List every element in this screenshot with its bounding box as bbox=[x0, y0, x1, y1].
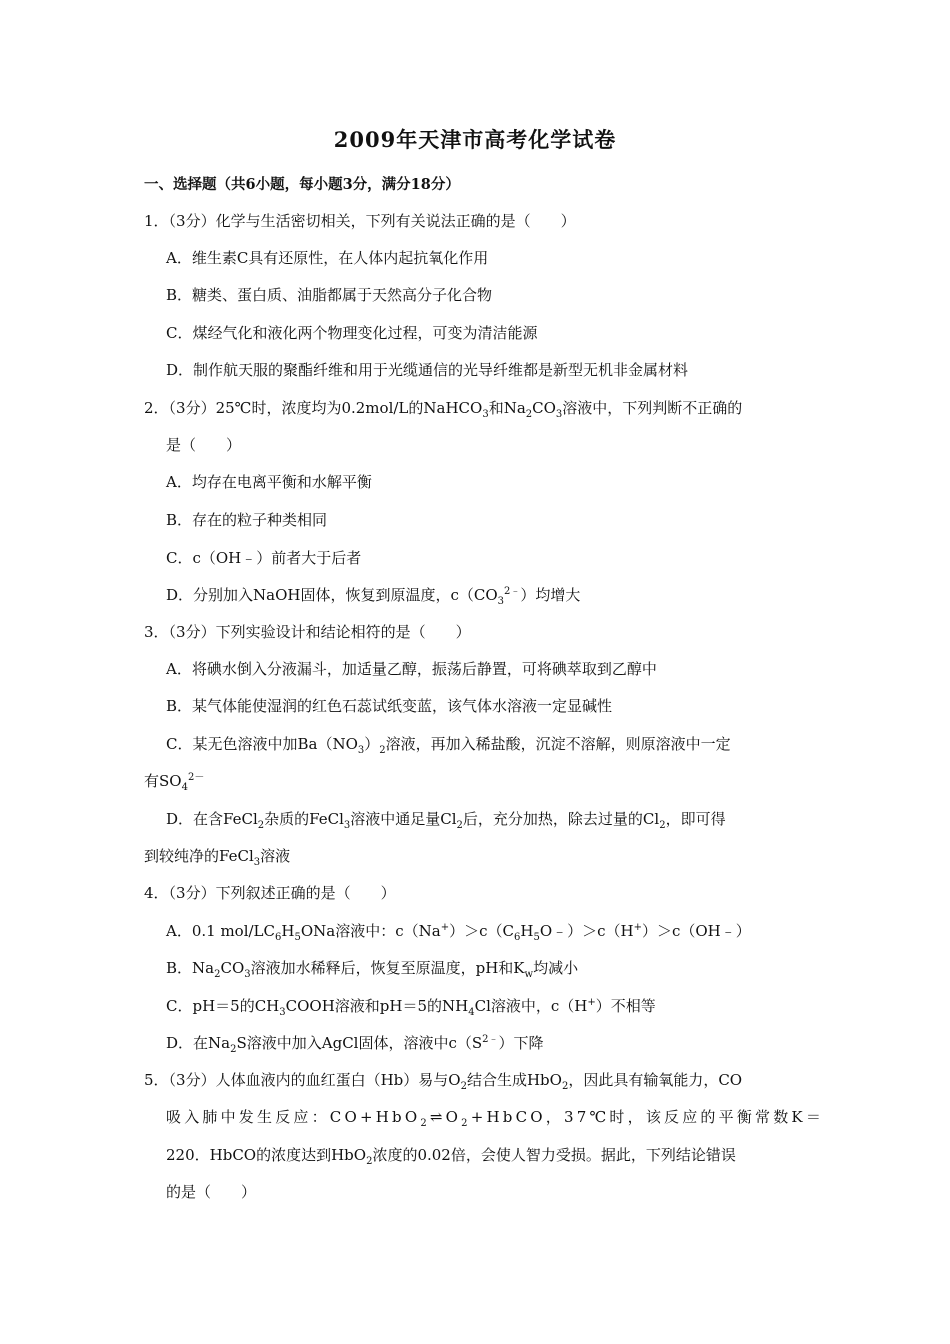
question-3-stem: 3．（3分）下列实验设计和结论相符的是（ ） bbox=[144, 623, 471, 641]
question-2-option-d: D．分别加入NaOH固体，恢复到原温度，$c(CO_3^{2﹣})$均增大 bbox=[166, 586, 581, 607]
question-2-option-a: A．均存在电离平衡和水解平衡 bbox=[166, 473, 372, 491]
question-3-option-a: A．将碘水倒入分液漏斗，加适量乙醇，振荡后静置，可将碘萃取到乙醇中 bbox=[166, 660, 657, 678]
question-2-option-b: B．存在的粒子种类相同 bbox=[166, 511, 328, 529]
question-4-stem: 4．（3分）下列叙述正确的是（ ） bbox=[144, 884, 396, 902]
question-3-option-d-cont: 到较纯净的FeCl$_3$溶液 bbox=[144, 847, 291, 868]
question-2-option-c: C．c（OH﹣）前者大于后者 bbox=[166, 549, 362, 567]
section-heading: 一、选择题（共6小题，每小题3分，满分18分） bbox=[144, 176, 460, 193]
question-5-stem-line-4: 的是（ ） bbox=[166, 1183, 257, 1201]
question-2-stem-cont: 是（ ） bbox=[166, 436, 242, 454]
question-2-stem: 2．（3分）25℃时，浓度均为0.2mol/L的NaHCO$_3$和$Na_2CO_3$溶液中，下列判断不正确的 bbox=[144, 399, 743, 420]
question-1-option-c: C．煤经气化和液化两个物理变化过程，可变为清洁能源 bbox=[166, 324, 538, 342]
question-1-option-a: A．维生素C具有还原性，在人体内起抗氧化作用 bbox=[166, 249, 489, 267]
question-1-option-d: D．制作航天服的聚酯纤维和用于光缆通信的光导纤维都是新型无机非金属材料 bbox=[166, 361, 689, 379]
question-4-option-d: D．在$Na_2S$溶液中加入AgCl固体，溶液中$c(S^{2﹣})$下降 bbox=[166, 1034, 544, 1055]
question-1-option-b: B．糖类、蛋白质、油脂都属于天然高分子化合物 bbox=[166, 286, 493, 304]
question-3-option-d: D．在含FeCl$_2$杂质的FeCl$_3$溶液中通足量$Cl_2$后，充分加热，除去过量的$Cl_2$，即可得 bbox=[166, 810, 726, 831]
question-5-stem-line-2: 吸入肺中发生反应：$CO+HbO_2\rightleftharpoons O_2+HbCO$，37℃时，该反应的平衡常数K＝ bbox=[166, 1108, 825, 1129]
question-4-option-b: B．$Na_2CO_3$溶液加水稀释后，恢复至原温度，pH和$K_w$均减小 bbox=[166, 959, 579, 980]
question-5-stem-line-3: 220．HbCO的浓度达到HbO$_2$浓度的0.02倍，会使人智力受损。据此，下列结论错误 bbox=[166, 1146, 736, 1167]
question-4-option-c: C．pH＝5的$CH_3COOH$溶液和pH＝5的$NH_4Cl$溶液中，c（H+）不相等 bbox=[166, 997, 656, 1018]
page-title: 2009年天津市高考化学试卷 bbox=[333, 127, 617, 152]
question-5-stem-line-1: 5．（3分）人体血液内的血红蛋白（Hb）易与$O_2$结合生成HbO$_2$，因此具有输氧能力，CO bbox=[144, 1071, 743, 1092]
question-3-option-b: B．某气体能使湿润的红色石蕊试纸变蓝，该气体水溶液一定显碱性 bbox=[166, 697, 613, 715]
question-3-option-c-cont: 有$SO_4^{2-}$ bbox=[144, 772, 205, 793]
question-4-option-a: A．0.1 mol/$LC_6H_5ONa$溶液中：$c(Na^+)>c(C_6H_5O﹣)>c(H^+)>c(OH﹣)$ bbox=[166, 922, 751, 943]
question-1-stem: 1．（3分）化学与生活密切相关，下列有关说法正确的是（ ） bbox=[144, 212, 576, 230]
question-3-option-c: C．某无色溶液中加$Ba(NO_3)_2$溶液，再加入稀盐酸，沉淀不溶解，则原溶液中一定 bbox=[166, 735, 731, 756]
